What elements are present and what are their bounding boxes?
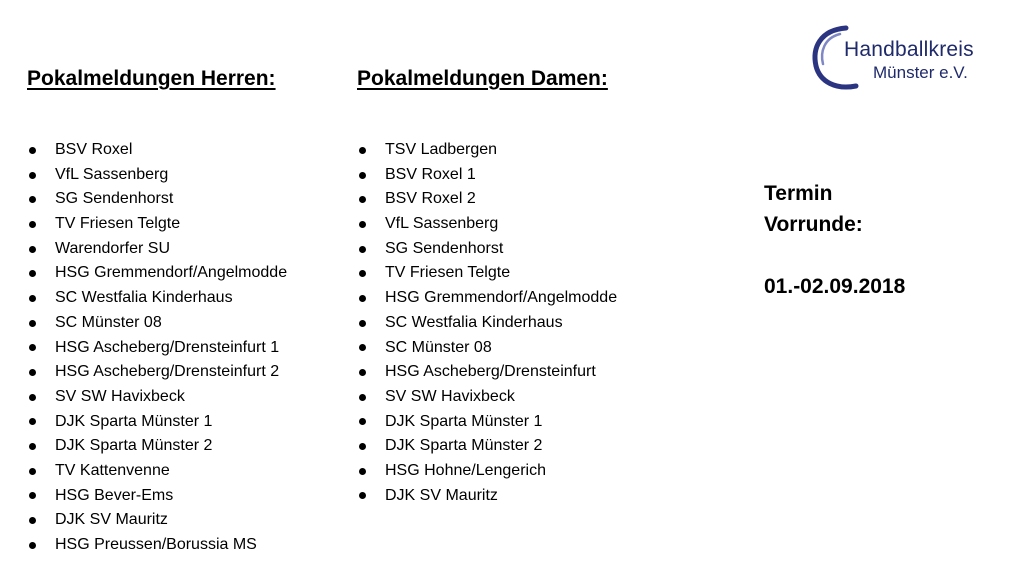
termin-label: Termin bbox=[764, 182, 833, 205]
bullet-dot-icon bbox=[29, 196, 36, 203]
list-item bbox=[27, 434, 287, 459]
team-name: HSG Ascheberg/Drensteinfurt 1 bbox=[55, 338, 280, 356]
bullet-dot-icon bbox=[29, 344, 36, 351]
list-item bbox=[27, 237, 287, 262]
team-name: SV SW Havixbeck bbox=[385, 387, 515, 405]
team-name: BSV Roxel 1 bbox=[385, 165, 476, 183]
herren-team-list bbox=[27, 138, 287, 558]
list-item bbox=[27, 212, 287, 237]
bullet-dot-icon bbox=[359, 295, 366, 302]
team-name: DJK Sparta Münster 2 bbox=[55, 437, 213, 455]
team-name: SC Westfalia Kinderhaus bbox=[385, 313, 563, 331]
bullet-dot-icon bbox=[359, 468, 366, 475]
list-item bbox=[357, 237, 617, 262]
list-item bbox=[27, 138, 287, 163]
bullet-dot-icon bbox=[359, 394, 366, 401]
bullet-dot-icon bbox=[359, 196, 366, 203]
bullet-dot-icon bbox=[359, 418, 366, 425]
team-name: HSG Gremmendorf/Angelmodde bbox=[55, 264, 288, 282]
team-name: HSG Ascheberg/Drensteinfurt bbox=[385, 363, 596, 381]
team-name: TSV Ladbergen bbox=[385, 141, 498, 158]
logo-subtitle: Münster e.V. bbox=[873, 63, 968, 82]
team-name: SC Westfalia Kinderhaus bbox=[55, 289, 233, 307]
team-name: SC Münster 08 bbox=[385, 338, 492, 356]
team-name: HSG Gremmendorf/Angelmodde bbox=[385, 289, 618, 307]
list-item bbox=[27, 484, 287, 509]
team-name: DJK SV Mauritz bbox=[385, 486, 498, 504]
logo-title: Handballkreis bbox=[844, 38, 974, 61]
damen-team-list bbox=[357, 138, 617, 508]
bullet-dot-icon bbox=[29, 542, 36, 549]
bullet-dot-icon bbox=[29, 369, 36, 376]
list-item bbox=[27, 533, 287, 558]
bullet-dot-icon bbox=[359, 344, 366, 351]
bullet-dot-icon bbox=[359, 246, 366, 253]
team-name: BSV Roxel bbox=[55, 141, 133, 158]
list-item bbox=[357, 163, 617, 188]
bullet-dot-icon bbox=[359, 443, 366, 450]
team-name: VfL Sassenberg bbox=[385, 215, 499, 233]
bullet-dot-icon bbox=[29, 246, 36, 253]
bullet-dot-icon bbox=[359, 369, 366, 376]
team-name: SG Sendenhorst bbox=[385, 239, 504, 257]
team-name: SC Münster 08 bbox=[55, 313, 162, 331]
damen-title: Pokalmeldungen Damen: bbox=[357, 67, 608, 90]
team-name: DJK Sparta Münster 2 bbox=[385, 437, 543, 455]
bullet-dot-icon bbox=[359, 270, 366, 277]
damen-column bbox=[357, 62, 687, 504]
bullet-dot-icon bbox=[29, 418, 36, 425]
bullet-dot-icon bbox=[29, 270, 36, 277]
list-item bbox=[357, 459, 617, 484]
bullet-dot-icon bbox=[359, 172, 366, 179]
bullet-dot-icon bbox=[359, 320, 366, 327]
bullet-dot-icon bbox=[29, 221, 36, 228]
team-name: SV SW Havixbeck bbox=[55, 387, 185, 405]
team-name: SG Sendenhorst bbox=[55, 190, 174, 208]
list-item bbox=[357, 484, 617, 509]
herren-column bbox=[27, 62, 347, 553]
list-item bbox=[27, 459, 287, 484]
list-item bbox=[357, 138, 617, 163]
list-item bbox=[357, 434, 617, 459]
herren-title: Pokalmeldungen Herren: bbox=[27, 67, 276, 90]
bullet-dot-icon bbox=[29, 443, 36, 450]
team-name: HSG Preussen/Borussia MS bbox=[55, 536, 257, 553]
team-name: Warendorfer SU bbox=[55, 239, 170, 257]
list-item bbox=[27, 360, 287, 385]
team-name: VfL Sassenberg bbox=[55, 165, 169, 183]
list-item bbox=[27, 385, 287, 410]
bullet-dot-icon bbox=[359, 147, 366, 154]
list-item bbox=[357, 187, 617, 212]
team-name: HSG Hohne/Lengerich bbox=[385, 461, 546, 479]
list-item bbox=[27, 286, 287, 311]
team-name: DJK SV Mauritz bbox=[55, 511, 168, 529]
team-name: HSG Bever-Ems bbox=[55, 486, 174, 504]
bullet-dot-icon bbox=[29, 295, 36, 302]
list-item bbox=[357, 410, 617, 435]
list-item bbox=[27, 261, 287, 286]
vorrunde-label: Vorrunde: bbox=[764, 213, 863, 236]
team-name: TV Kattenvenne bbox=[55, 461, 170, 479]
bullet-dot-icon bbox=[29, 468, 36, 475]
termin-spacer bbox=[764, 240, 905, 271]
list-item bbox=[27, 163, 287, 188]
list-item bbox=[27, 311, 287, 336]
list-item bbox=[357, 336, 617, 361]
list-item bbox=[357, 261, 617, 286]
list-item bbox=[357, 212, 617, 237]
team-name: DJK Sparta Münster 1 bbox=[385, 412, 543, 430]
bullet-dot-icon bbox=[359, 221, 366, 228]
termin-box bbox=[764, 178, 905, 302]
team-name: TV Friesen Telgte bbox=[385, 264, 511, 282]
bullet-dot-icon bbox=[359, 492, 366, 499]
bullet-dot-icon bbox=[29, 320, 36, 327]
list-item bbox=[27, 187, 287, 212]
team-name: DJK Sparta Münster 1 bbox=[55, 412, 213, 430]
list-item bbox=[27, 508, 287, 533]
list-item bbox=[27, 336, 287, 361]
bullet-dot-icon bbox=[29, 394, 36, 401]
list-item bbox=[357, 385, 617, 410]
list-item bbox=[27, 410, 287, 435]
list-item bbox=[357, 286, 617, 311]
team-name: TV Friesen Telgte bbox=[55, 215, 181, 233]
list-item bbox=[357, 311, 617, 336]
list-item bbox=[357, 360, 617, 385]
bullet-dot-icon bbox=[29, 517, 36, 524]
team-name: BSV Roxel 2 bbox=[385, 190, 476, 208]
team-name: HSG Ascheberg/Drensteinfurt 2 bbox=[55, 363, 280, 381]
handballkreis-logo bbox=[806, 24, 976, 96]
bullet-dot-icon bbox=[29, 492, 36, 499]
bullet-dot-icon bbox=[29, 147, 36, 154]
bullet-dot-icon bbox=[29, 172, 36, 179]
termin-date: 01.-02.09.2018 bbox=[764, 275, 906, 298]
